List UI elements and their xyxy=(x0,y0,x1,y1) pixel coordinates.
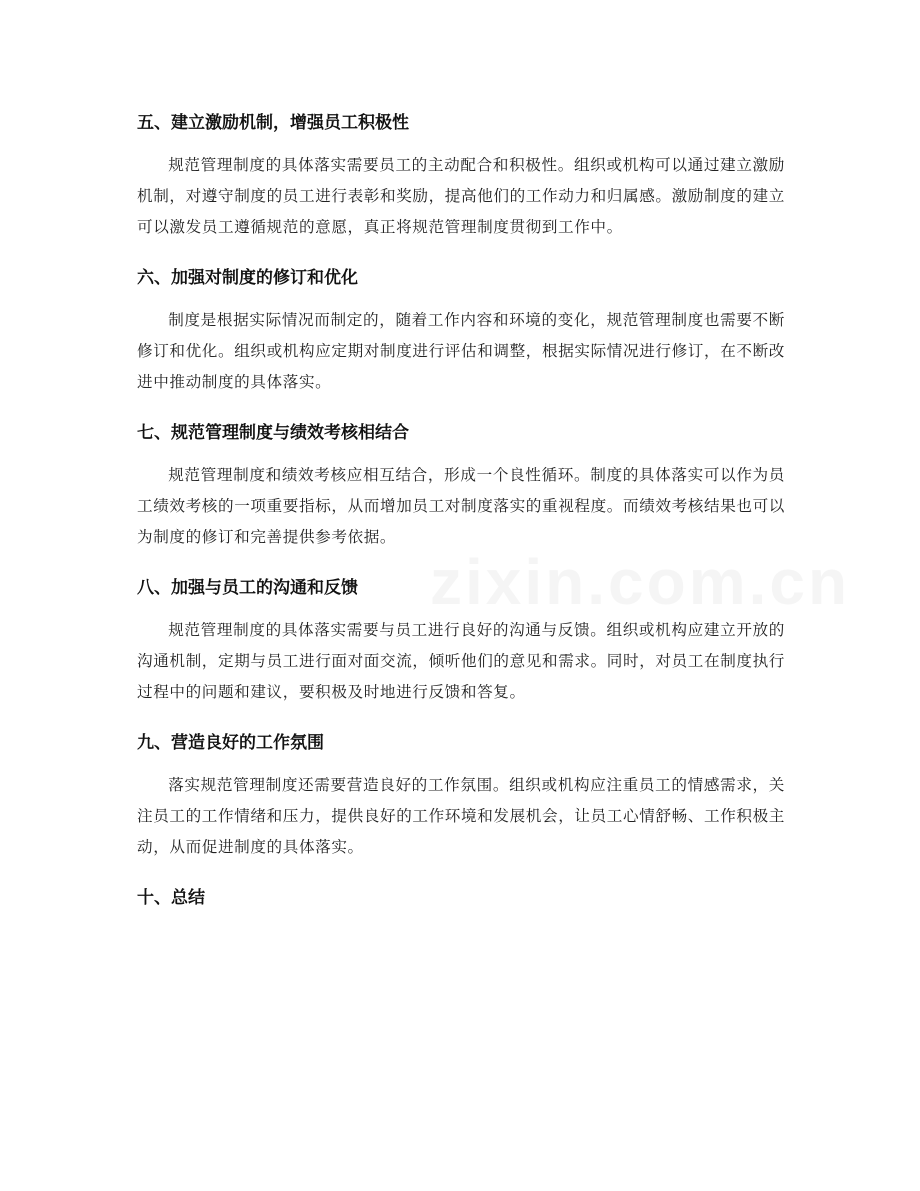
section-heading-5: 五、建立激励机制，增强员工积极性 xyxy=(137,113,409,133)
section-body-6: 制度是根据实际情况而制定的，随着工作内容和环境的变化，规范管理制度也需要不断修订和优化。组织或机构应定期对制度进行评估和调整，根据实际情况进行修订，在不断改进中推动制度的具体落实。 xyxy=(137,311,785,391)
section-body-7: 规范管理制度和绩效考核应相互结合，形成一个良性循环。制度的具体落实可以作为员工绩效考核的一项重要指标，从而增加员工对制度落实的重视程度。而绩效考核结果也可以为制度的修订和完善提供参考依据。 xyxy=(137,466,785,546)
section-body-9: 落实规范管理制度还需要营造良好的工作氛围。组织或机构应注重员工的情感需求，关注员工的工作情绪和压力，提供良好的工作环境和发展机会，让员工心情舒畅、工作积极主动，从而促进制度的具体落实。 xyxy=(137,776,785,856)
section-body-8: 规范管理制度的具体落实需要与员工进行良好的沟通与反馈。组织或机构应建立开放的沟通机制，定期与员工进行面对面交流，倾听他们的意见和需求。同时，对员工在制度执行过程中的问题和建议，要积极及时地进行反馈和答复。 xyxy=(137,621,785,701)
watermark-text: zixin.com.cn xyxy=(430,546,851,618)
section-heading-9: 九、营造良好的工作氛围 xyxy=(137,733,324,753)
document-content xyxy=(137,106,785,915)
section-heading-7: 七、规范管理制度与绩效考核相结合 xyxy=(137,423,409,443)
section-heading-10: 十、总结 xyxy=(137,888,205,908)
section-heading-6: 六、加强对制度的修订和优化 xyxy=(137,268,358,288)
section-body-5: 规范管理制度的具体落实需要员工的主动配合和积极性。组织或机构可以通过建立激励机制，对遵守制度的员工进行表彰和奖励，提高他们的工作动力和归属感。激励制度的建立可以激发员工遵循规范的意愿，真正将规范管理制度贯彻到工作中。 xyxy=(137,156,785,236)
section-heading-8: 八、加强与员工的沟通和反馈 xyxy=(137,578,358,598)
